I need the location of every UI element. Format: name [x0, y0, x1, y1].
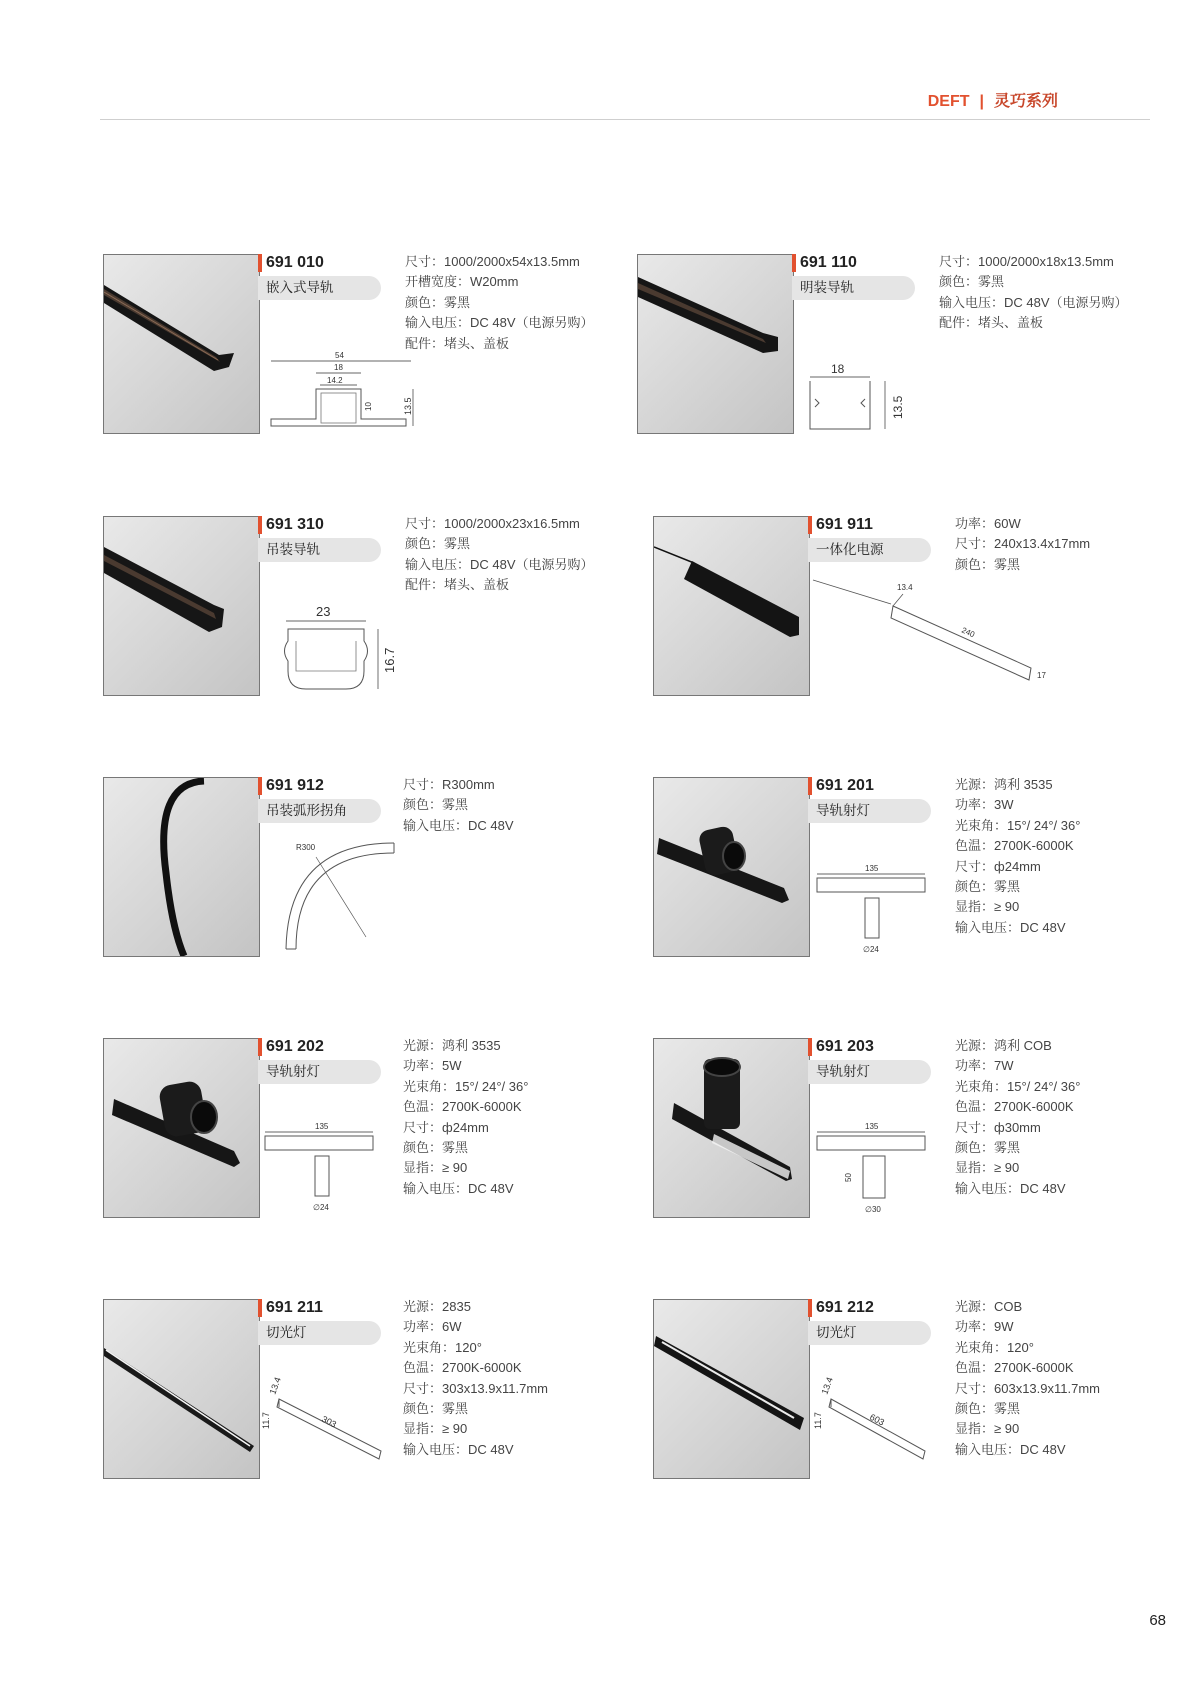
product-photo: [653, 777, 810, 957]
spec-line: 光源：鸿利 3535: [955, 777, 1053, 792]
dim-height: 16.7: [382, 647, 397, 673]
dim-width: 13.4: [819, 1375, 835, 1396]
spec-line: 显指：≥ 90: [403, 1421, 468, 1437]
dim-height: 13.4: [897, 583, 913, 592]
spec-line: 功率：5W: [403, 1058, 462, 1074]
dim-height: 50: [844, 1173, 853, 1182]
code-marker: [258, 254, 262, 272]
code-marker: [808, 1038, 812, 1056]
code-marker: [258, 516, 262, 534]
spec-line: 输入电压：DC 48V（电源另购）: [405, 315, 594, 331]
spec-list: [955, 1297, 1175, 1460]
dimension-drawing: [813, 862, 933, 957]
dim-length: 135: [865, 1122, 879, 1131]
product-code: 691 203: [816, 1038, 874, 1055]
spec-line: 光束角：15°/ 24°/ 36°: [955, 1078, 1081, 1094]
spec-line: 颜色：雾黑: [403, 1140, 469, 1156]
product-photo: [103, 777, 260, 957]
product-photo: [637, 254, 794, 434]
product-name: 吊装弧形拐角: [266, 803, 347, 818]
product-photo: [103, 254, 260, 434]
spec-line: 尺寸：303x13.9x11.7mm: [403, 1380, 549, 1396]
spec-line: 尺寸：1000/2000x18x13.5mm: [939, 254, 1114, 269]
dimension-drawing: [811, 576, 1051, 696]
spec-line: 颜色：雾黑: [939, 274, 1005, 290]
spec-list: [405, 514, 625, 596]
dim-width: 18: [831, 362, 845, 376]
product-code: 691 202: [266, 1038, 324, 1055]
spec-line: 输入电压：DC 48V: [403, 1180, 514, 1196]
page-number: 68: [1149, 1612, 1166, 1629]
dim-diameter: ∅24: [313, 1203, 329, 1212]
code-marker: [258, 777, 262, 795]
dim-width: 54: [335, 351, 344, 360]
spec-list: [955, 775, 1175, 938]
product-name: 导轨射灯: [816, 803, 870, 818]
dim-height: 11.7: [261, 1412, 271, 1429]
product-name: 吊装导轨: [266, 542, 320, 557]
spec-line: 输入电压：DC 48V（电源另购）: [405, 556, 594, 572]
spec-line: 显指：≥ 90: [955, 899, 1020, 915]
spec-line: 光源：鸿利 3535: [403, 1038, 501, 1053]
spec-list: [939, 252, 1159, 334]
dimension-drawing: [266, 601, 416, 716]
product-name: 明装导轨: [800, 280, 854, 295]
product-name: 切光灯: [266, 1325, 307, 1340]
product-name: 导轨射灯: [816, 1064, 870, 1079]
header-divider: [100, 119, 1150, 120]
spec-line: 颜色：雾黑: [955, 879, 1021, 895]
spec-line: 输入电压：DC 48V: [403, 1441, 514, 1457]
track-spotlight-image: [104, 1039, 259, 1217]
spec-line: 功率：6W: [403, 1319, 462, 1335]
spec-line: 尺寸：1000/2000x23x16.5mm: [405, 516, 580, 531]
spec-line: 色温：2700K-6000K: [403, 1099, 522, 1115]
dim-radius: R300: [296, 843, 316, 852]
spec-line: 色温：2700K-6000K: [955, 1360, 1074, 1376]
product-code: 691 310: [266, 516, 324, 533]
dim-length: 135: [315, 1122, 329, 1131]
product-card: [637, 254, 1157, 439]
spec-line: 颜色：雾黑: [405, 294, 471, 310]
spec-line: 尺寸：1000/2000x54x13.5mm: [405, 254, 580, 269]
dim-height: 13.5: [891, 395, 905, 419]
code-marker: [258, 1038, 262, 1056]
dim-depth: 10: [364, 402, 373, 411]
product-card: [103, 1299, 623, 1484]
code-marker: [808, 516, 812, 534]
spec-line: 光束角：120°: [955, 1339, 1034, 1355]
product-code: 691 212: [816, 1299, 874, 1316]
code-marker: [258, 1299, 262, 1317]
recessed-track-image: [104, 255, 259, 433]
spec-line: 尺寸：R300mm: [403, 777, 495, 792]
code-marker: [792, 254, 796, 272]
spec-line: 光束角：120°: [403, 1339, 482, 1355]
power-supply-image: [654, 517, 809, 695]
product-code: 691 110: [800, 254, 857, 271]
dimension-drawing: [813, 1120, 933, 1218]
track-spotlight-image: [654, 1039, 809, 1217]
product-card: [103, 516, 623, 701]
spec-line: 显指：≥ 90: [955, 1421, 1020, 1437]
dimension-drawing: [261, 1120, 381, 1218]
product-photo: [653, 516, 810, 696]
spec-line: 色温：2700K-6000K: [955, 838, 1074, 854]
spec-line: 光束角：15°/ 24°/ 36°: [403, 1078, 529, 1094]
product-card: [653, 1038, 1173, 1223]
spec-line: 颜色：雾黑: [405, 536, 471, 552]
spec-line: 功率：3W: [955, 797, 1014, 813]
product-photo: [653, 1038, 810, 1218]
track-spotlight-image: [654, 778, 809, 956]
spec-line: 输入电压：DC 48V: [955, 1441, 1066, 1457]
spec-line: 配件：堵头、盖板: [405, 335, 510, 351]
spec-line: 配件：堵头、盖板: [939, 315, 1044, 331]
spec-line: 尺寸：240x13.4x17mm: [955, 536, 1091, 552]
spec-list: [955, 514, 1175, 575]
series-name: 灵巧系列: [993, 93, 1058, 110]
spec-line: 色温：2700K-6000K: [955, 1099, 1074, 1115]
dim-length: 303: [320, 1413, 339, 1430]
spec-line: 输入电压：DC 48V: [955, 1180, 1066, 1196]
product-photo: [103, 516, 260, 696]
code-marker: [808, 1299, 812, 1317]
header-separator: |: [979, 93, 984, 110]
linear-light-image: [654, 1300, 809, 1478]
product-name: 导轨射灯: [266, 1064, 320, 1079]
spec-line: 颜色：雾黑: [403, 797, 469, 813]
dim-diameter: ∅24: [863, 945, 879, 954]
spec-line: 光源：2835: [403, 1299, 471, 1314]
dim-slot: 14.2: [327, 376, 343, 385]
spec-list: [403, 1036, 623, 1199]
spec-line: 尺寸：ф24mm: [955, 858, 1041, 874]
product-card: [103, 1038, 623, 1223]
spec-line: 配件：堵头、盖板: [405, 577, 510, 593]
spec-line: 输入电压：DC 48V: [955, 919, 1066, 935]
product-card: [653, 516, 1173, 701]
spec-line: 尺寸：603x13.9x11.7mm: [955, 1380, 1101, 1396]
surface-track-image: [638, 255, 793, 433]
spec-line: 光源：鸿利 COB: [955, 1038, 1052, 1053]
spec-line: 颜色：雾黑: [955, 1401, 1021, 1417]
product-code: 691 010: [266, 254, 324, 271]
spec-line: 尺寸：ф30mm: [955, 1119, 1041, 1135]
linear-light-image: [104, 1300, 259, 1478]
spec-list: [403, 1297, 623, 1460]
dim-width: 23: [316, 604, 331, 619]
spec-line: 功率：7W: [955, 1058, 1014, 1074]
spec-line: 功率：9W: [955, 1319, 1014, 1335]
product-name: 嵌入式导轨: [266, 280, 334, 295]
spec-line: 颜色：雾黑: [955, 556, 1021, 572]
spec-line: 输入电压：DC 48V: [403, 817, 514, 833]
dimension-drawing: [266, 837, 401, 957]
spec-line: 颜色：雾黑: [955, 1140, 1021, 1156]
spec-line: 光源：COB: [955, 1299, 1023, 1314]
product-photo: [653, 1299, 810, 1479]
arc-corner-image: [104, 778, 259, 956]
spec-line: 颜色：雾黑: [403, 1401, 469, 1417]
brand-name: DEFT: [927, 93, 970, 110]
spec-line: 光束角：15°/ 24°/ 36°: [955, 817, 1081, 833]
dim-length: 603: [868, 1411, 887, 1428]
product-code: 691 211: [266, 1299, 323, 1316]
product-card: [103, 777, 623, 962]
product-code: 691 912: [266, 777, 324, 794]
product-code: 691 911: [816, 516, 873, 533]
suspended-track-image: [104, 517, 259, 695]
dim-width: 13.4: [267, 1375, 283, 1396]
product-card: [103, 254, 623, 439]
spec-list: [403, 775, 623, 836]
dim-diameter: ∅30: [865, 1205, 881, 1214]
spec-line: 显指：≥ 90: [955, 1160, 1020, 1176]
spec-line: 尺寸：ф24mm: [403, 1119, 489, 1135]
catalog-header: [928, 88, 1058, 111]
dim-length: 240: [960, 625, 977, 640]
product-code: 691 201: [816, 777, 874, 794]
dimension-drawing: [805, 359, 955, 474]
spec-line: 开槽宽度：W20mm: [405, 274, 519, 290]
spec-list: [955, 1036, 1175, 1199]
spec-list: [405, 252, 625, 354]
product-name: 切光灯: [816, 1325, 857, 1340]
dim-length: 135: [865, 864, 879, 873]
spec-line: 色温：2700K-6000K: [403, 1360, 522, 1376]
dimension-drawing: [266, 349, 416, 464]
spec-line: 显指：≥ 90: [403, 1160, 468, 1176]
dim-height: 13.5: [403, 397, 413, 415]
product-name: 一体化电源: [816, 542, 884, 557]
product-photo: [103, 1038, 260, 1218]
dimension-drawing: [261, 1359, 391, 1479]
spec-line: 功率：60W: [955, 516, 1021, 531]
product-card: [653, 1299, 1173, 1484]
dim-inner: 18: [334, 363, 343, 372]
dim-width: 17: [1037, 671, 1046, 680]
product-card: [653, 777, 1173, 962]
product-photo: [103, 1299, 260, 1479]
code-marker: [808, 777, 812, 795]
spec-line: 输入电压：DC 48V（电源另购）: [939, 294, 1128, 310]
dimension-drawing: [813, 1359, 943, 1479]
dim-height: 11.7: [813, 1412, 823, 1429]
